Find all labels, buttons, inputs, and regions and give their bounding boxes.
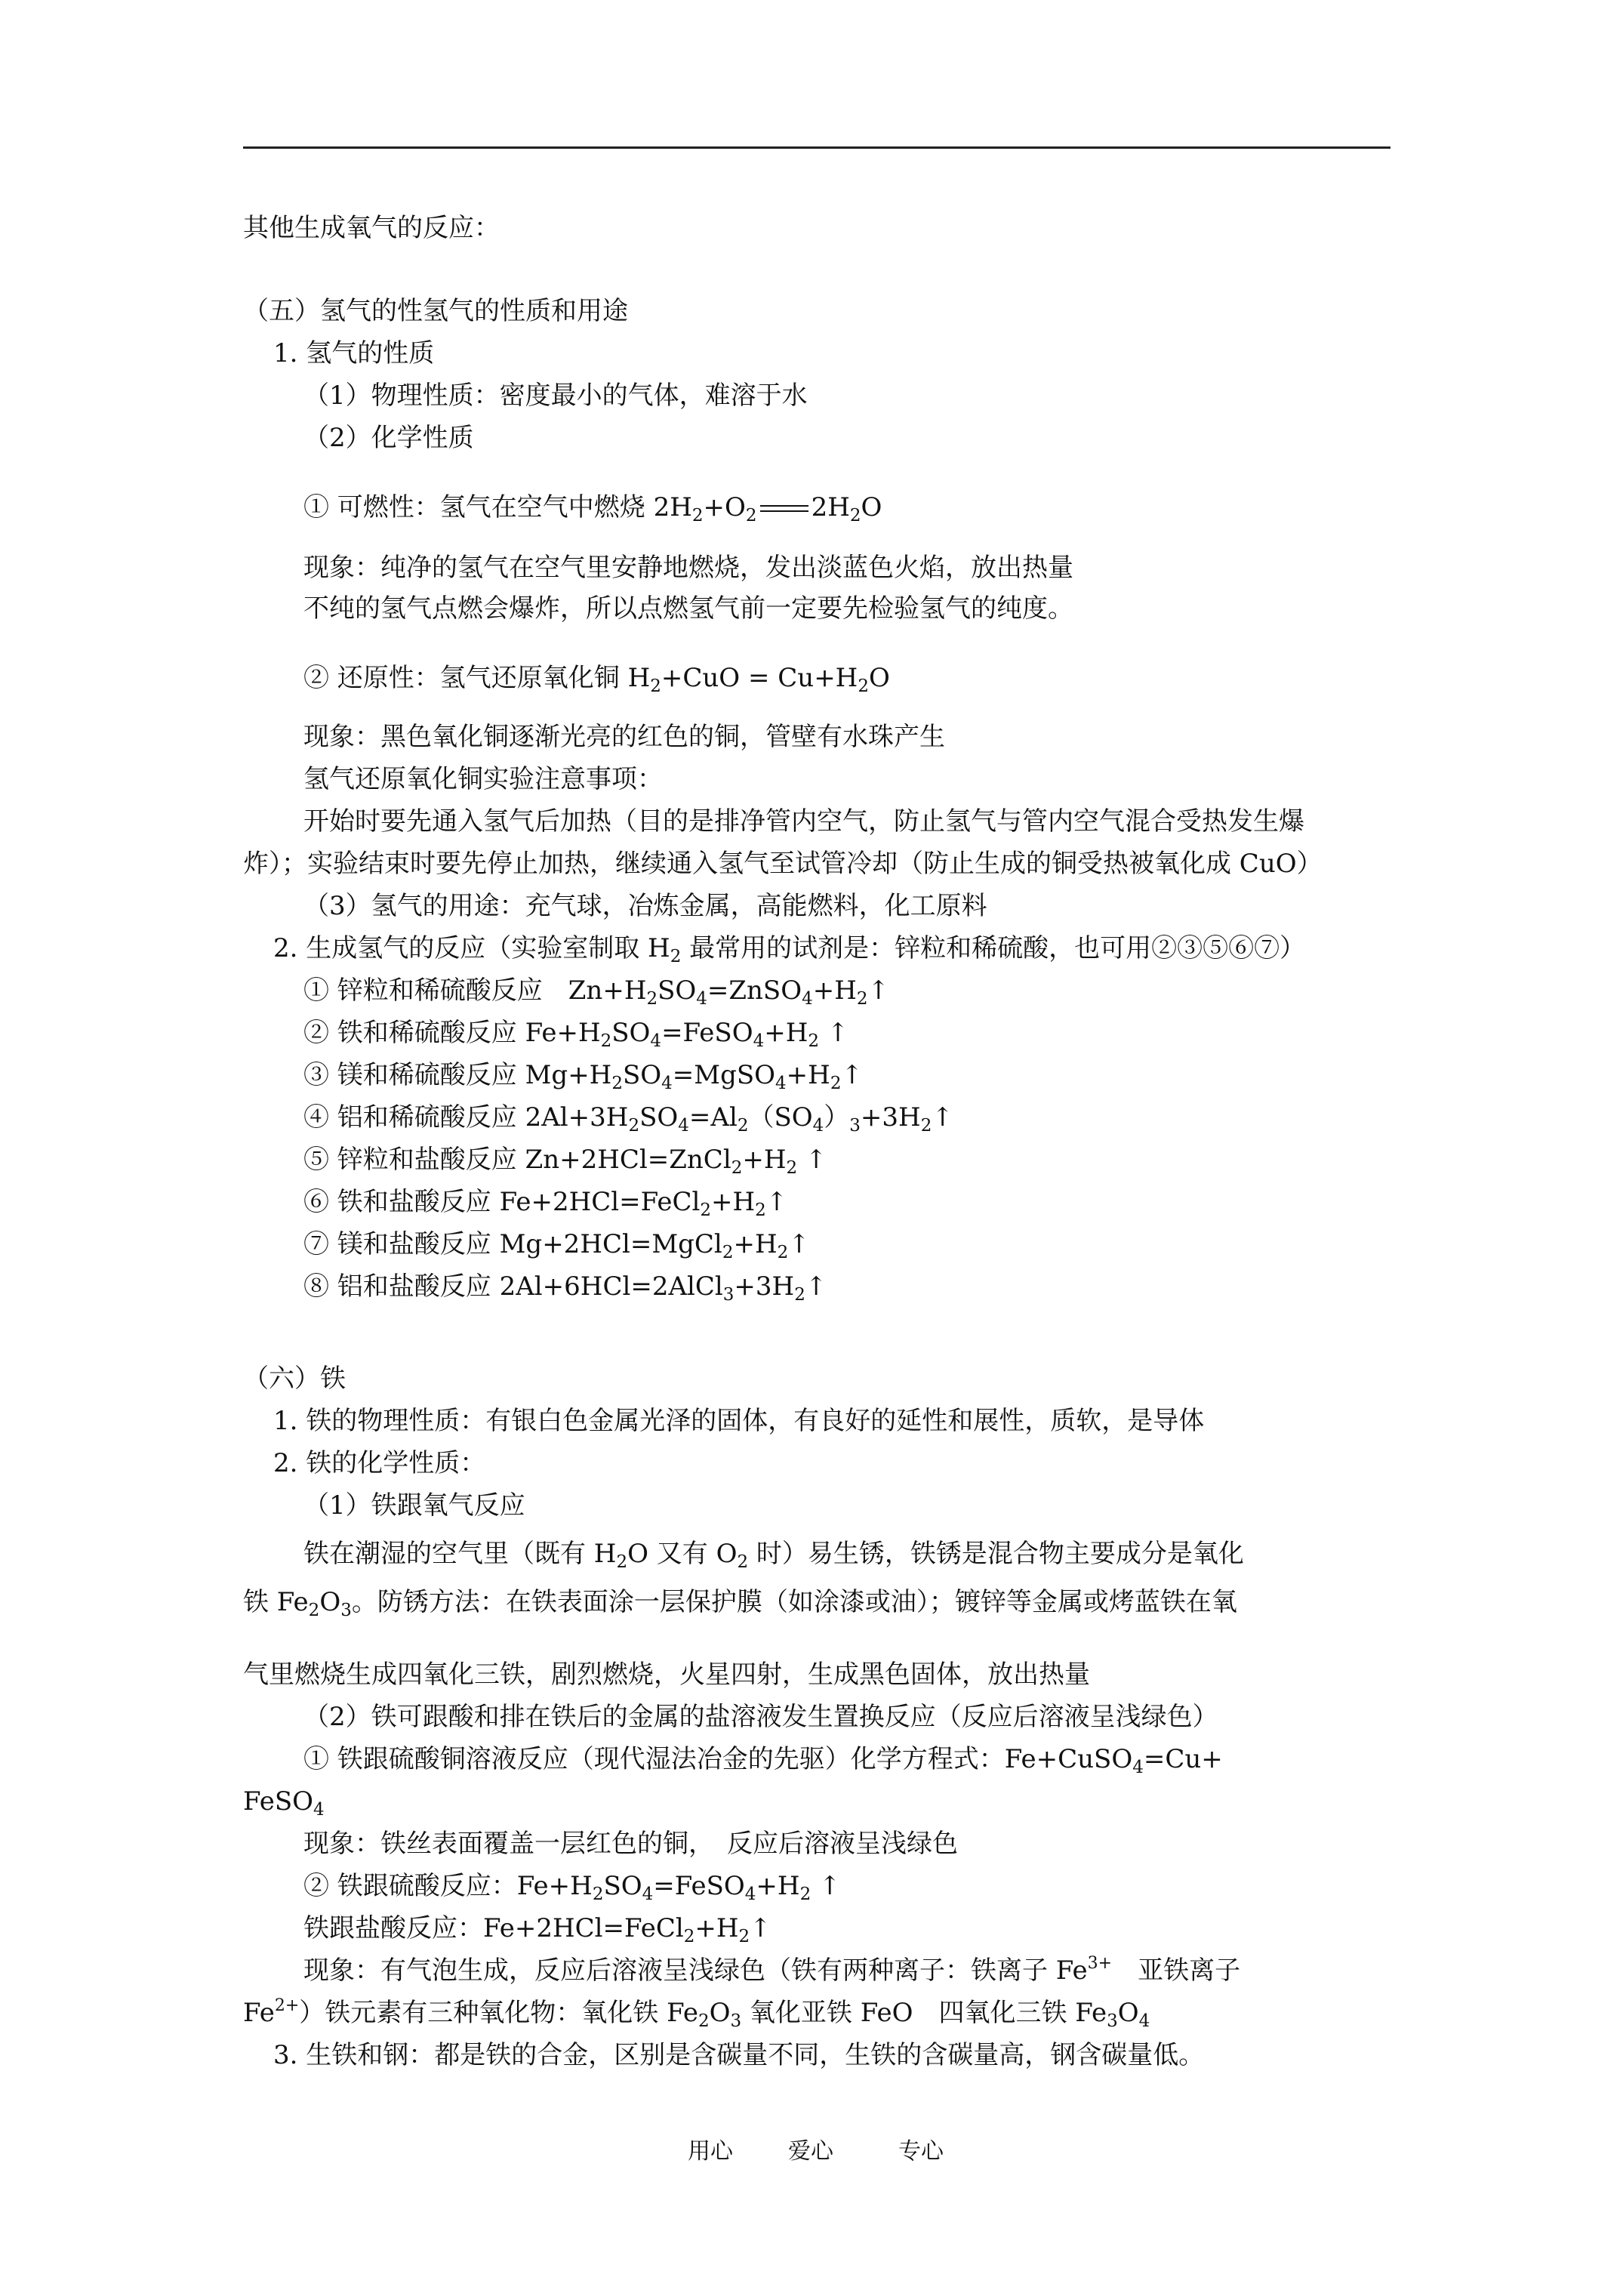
notes-title: 氢气还原氧化铜实验注意事项： [303,764,663,794]
physical-properties: （1）物理性质：密度最小的气体，难溶于水 [303,381,808,411]
impure-warning: 不纯的氢气点燃会爆炸，所以点燃氢气前一定要先检验氢气的纯度。 [303,593,1073,624]
reaction-7: ⑦ 镁和盐酸反应 $Mg+2HCl=MgCl_2+H_2↑$ [303,1229,810,1262]
cuso4-phenomenon: 现象：铁丝表面覆盖一层红色的铜， 反应后溶液呈浅绿色 [303,1829,958,1859]
h2-uses: （3）氢气的用途：充气球，冶炼金属，高能燃料，化工原料 [303,891,987,921]
iron-oxygen-title: （1）铁跟氧气反应 [303,1490,525,1521]
displacement-title: （2）铁可跟酸和排在铁后的金属的盐溶液发生置换反应（反应后溶液呈浅绿色） [303,1702,1218,1732]
h2-production-title: 2. 生成氢气的反应（实验室制取 $H_2$ 最常用的试剂是：锌粒和稀硫酸，也可用②③⑤⑥⑦） [273,933,1306,966]
notes-line-1: 开始时要先通入氢气后加热（目的是排净管内空气，防止氢气与管内空气混合受热发生爆 [303,806,1304,837]
footer-text-2: 爱心 [788,2138,833,2165]
pig-iron-steel: 3. 生铁和钢：都是铁的合金，区别是含碳量不同，生铁的含碳量高，钢含碳量低。 [273,2040,1205,2070]
section-header: 其他生成氧气的反应： [243,213,500,243]
footer-text-1: 用心 [688,2138,733,2165]
h2-properties-title: 1. 氢气的性质 [273,338,435,368]
iron-hydrochloric-acid: 铁跟盐酸反应：$Fe+2HCl=FeCl_2+H_2↑$ [303,1913,771,1946]
combustion-phenomenon: 现象：纯净的氢气在空气里安静地燃烧，发出淡蓝色火焰，放出热量 [303,553,1073,583]
header-rule [243,146,1390,149]
combustion-equation: ① 可燃性：氢气在空气中燃烧 $2H_2+O_2$ $2H_2O$ [303,492,882,525]
reaction-6: ⑥ 铁和盐酸反应 $Fe+2HCl=FeCl_2+H_2↑$ [303,1187,788,1220]
reduction-equation: ② 还原性：氢气还原氧化铜 $H_2+CuO = Cu+H_2O$ [303,663,890,696]
rust-line-1: 铁在潮湿的空气里（既有 $H_2O$ 又有 $O_2$ 时）易生锈，铁锈是混合物主要成分是氧化 [303,1539,1244,1572]
iron-burning: 气里燃烧生成四氧化三铁，剧烈燃烧，火星四射，生成黑色固体，放出热量 [243,1660,1090,1690]
chemical-properties: （2）化学性质 [303,423,474,453]
reaction-4: ④ 铝和稀硫酸反应 $2Al+3H_2SO_4=Al_2(SO_4)_3+3H_2↑$ [303,1102,953,1136]
cuso4-reaction-line-1: ① 铁跟硫酸铜溶液反应（现代湿法冶金的先驱）化学方程式：Fe+CuSO$_4$=Cu+ [303,1744,1223,1777]
acid-phenomenon: 现象：有气泡生成，反应后溶液呈浅绿色（铁有两种离子：铁离子 $Fe^{3+}$ 亚铁离子 [303,1954,1241,1986]
reaction-3: ③ 镁和稀硫酸反应 $Mg+H_2SO_4=MgSO_4+H_2↑$ [303,1060,863,1093]
section5-title: （五）氢气的性氢气的性质和用途 [243,296,628,326]
iron-oxides: $Fe^{2+}$）铁元素有三种氧化物：氧化铁 $Fe_2O_3$ 氧化亚铁 FeO 四氧化三铁 $Fe_3O_4$ [243,1996,1150,2031]
iron-chemical-title: 2. 铁的化学性质： [273,1448,486,1478]
rust-line-2: 铁 $Fe_2O_3$。防锈方法：在铁表面涂一层保护膜（如涂漆或油）；镀锌等金属或烤蓝铁在氧 [243,1587,1237,1620]
equals-sign [757,504,812,513]
notes-line-2: 炸）；实验结束时要先停止加热，继续通入氢气至试管冷却（防止生成的铜受热被氧化成 CuO） [243,849,1323,879]
section6-title: （六）铁 [243,1364,346,1394]
cuso4-reaction-line-2: FeSO$_4$ [243,1786,325,1820]
reduction-phenomenon: 现象：黑色氧化铜逐渐光亮的红色的铜，管壁有水珠产生 [303,722,945,752]
reaction-8: ⑧ 铝和盐酸反应 $2Al+6HCl=2AlCl_3+3H_2↑$ [303,1271,827,1305]
iron-physical: 1. 铁的物理性质：有银白色金属光泽的固体，有良好的延性和展性，质软，是导体 [273,1406,1205,1436]
reaction-2: ② 铁和稀硫酸反应 $Fe+H_2SO_4=FeSO_4+H_2$ ↑ [303,1018,849,1051]
footer-text-3: 专心 [898,2138,944,2165]
reaction-5: ⑤ 锌粒和盐酸反应 $Zn+2HCl=ZnCl_2+H_2$ ↑ [303,1145,827,1178]
iron-sulfuric-acid: ② 铁跟硫酸反应：$Fe+H_2SO_4=FeSO_4+H_2$ ↑ [303,1871,841,1904]
reaction-1: ① 锌粒和稀硫酸反应 $Zn+H_2SO_4=ZnSO_4+H_2↑$ [303,975,890,1009]
